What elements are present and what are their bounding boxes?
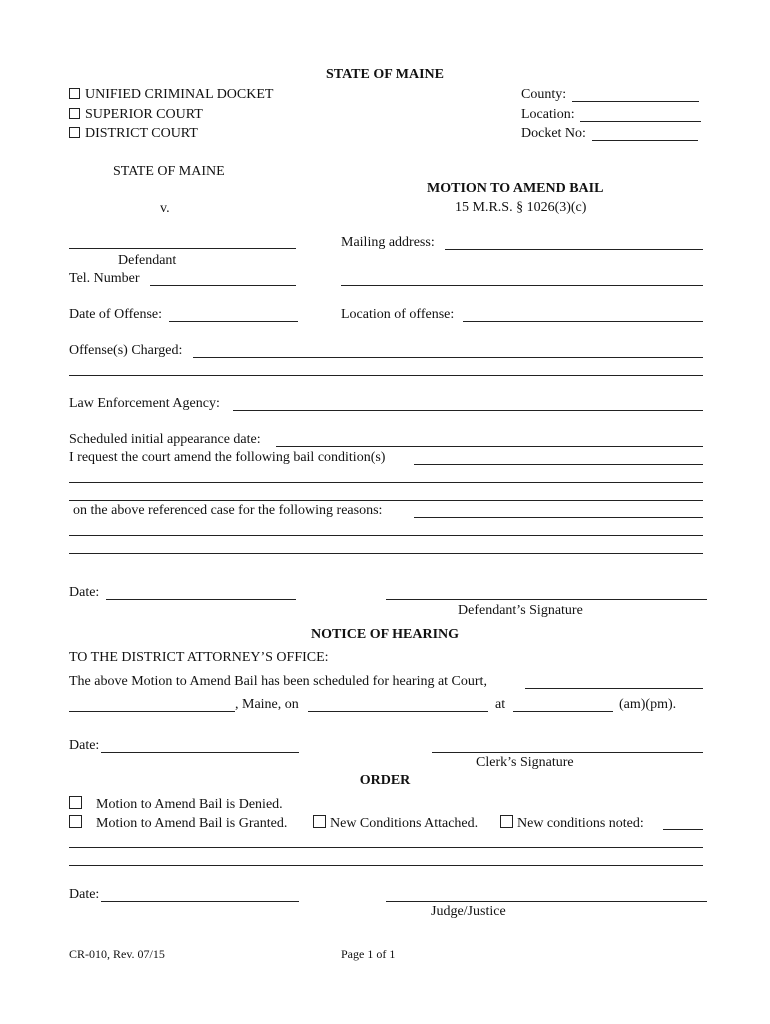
notice-line1: The above Motion to Amend Bail has been scheduled for hearing at Court, <box>69 674 487 689</box>
tel-number-label: Tel. Number <box>69 271 140 286</box>
district-court-option[interactable] <box>69 126 198 142</box>
order-denied-label: Motion to Amend Bail is Denied. <box>96 797 283 812</box>
mailing-address-label: Mailing address: <box>341 235 435 250</box>
checkbox-icon[interactable] <box>500 815 513 828</box>
order-date-label: Date: <box>69 887 100 902</box>
clerk-signature-field[interactable] <box>432 752 703 753</box>
form-header-state: STATE OF MAINE <box>326 67 444 82</box>
judge-signature-field[interactable] <box>386 901 707 902</box>
reasons-field[interactable] <box>414 517 703 518</box>
checkbox-icon[interactable] <box>69 127 80 138</box>
order-granted-label: Motion to Amend Bail is Granted. <box>96 816 288 831</box>
mailing-address-field-2[interactable] <box>341 285 703 286</box>
hearing-time-field[interactable] <box>513 711 613 712</box>
date-field[interactable] <box>106 599 296 600</box>
reasons-text: on the above referenced case for the following reasons: <box>73 503 383 518</box>
conditions-noted-field[interactable] <box>663 829 703 830</box>
ampm-text: (am)(pm). <box>619 697 677 712</box>
court-option-label: SUPERIOR COURT <box>85 107 203 122</box>
conditions-noted-option[interactable] <box>500 815 644 832</box>
offenses-charged-field[interactable] <box>193 357 703 358</box>
tel-number-field[interactable] <box>150 285 296 286</box>
motion-title: MOTION TO AMEND BAIL <box>427 181 604 196</box>
date-of-offense-field[interactable] <box>169 321 298 322</box>
law-enforcement-field[interactable] <box>233 410 703 411</box>
initial-appearance-label: Scheduled initial appearance date: <box>69 432 261 447</box>
conditions-attached-label: New Conditions Attached. <box>330 816 479 831</box>
initial-appearance-field[interactable] <box>276 446 703 447</box>
court-option-label: DISTRICT COURT <box>85 126 198 141</box>
conditions-noted-label: New conditions noted: <box>517 816 644 831</box>
statute-citation: 15 M.R.S. § 1026(3)(c) <box>455 200 587 215</box>
maine-on-text: , Maine, on <box>235 697 299 712</box>
location-of-offense-label: Location of offense: <box>341 307 455 322</box>
bail-condition-field-2[interactable] <box>69 482 703 483</box>
offenses-charged-field-2[interactable] <box>69 375 703 376</box>
checkbox-icon[interactable] <box>69 815 82 828</box>
request-text: I request the court amend the following bail condition(s) <box>69 450 386 465</box>
defendant-signature-field[interactable] <box>386 599 707 600</box>
county-field[interactable] <box>572 101 699 102</box>
order-title: ORDER <box>359 773 411 788</box>
plaintiff-name: STATE OF MAINE <box>113 164 225 179</box>
offenses-charged-label: Offense(s) Charged: <box>69 343 183 358</box>
docket-label: Docket No: <box>521 126 586 141</box>
versus-text: v. <box>160 201 170 216</box>
clerk-signature-label: Clerk’s Signature <box>476 755 574 770</box>
mailing-address-field[interactable] <box>445 249 703 250</box>
date-of-offense-label: Date of Offense: <box>69 307 163 322</box>
conditions-field-2[interactable] <box>69 847 703 848</box>
page-number: Page 1 of 1 <box>341 947 396 961</box>
law-enforcement-label: Law Enforcement Agency: <box>69 396 220 411</box>
docket-field[interactable] <box>592 140 698 141</box>
county-label: County: <box>521 87 567 102</box>
order-granted-option[interactable] <box>69 815 287 832</box>
order-denied-option[interactable] <box>69 796 283 813</box>
bail-condition-field[interactable] <box>414 464 703 465</box>
date-label: Date: <box>69 585 100 600</box>
notice-title: NOTICE OF HEARING <box>310 627 460 642</box>
conditions-attached-option[interactable] <box>313 815 478 832</box>
court-city-field[interactable] <box>69 711 235 712</box>
form-id: CR-010, Rev. 07/15 <box>69 947 165 961</box>
conditions-field-3[interactable] <box>69 865 703 866</box>
hearing-date-field[interactable] <box>308 711 488 712</box>
location-of-offense-field[interactable] <box>463 321 703 322</box>
checkbox-icon[interactable] <box>69 108 80 119</box>
court-option-label: UNIFIED CRIMINAL DOCKET <box>85 87 274 102</box>
judge-signature-label: Judge/Justice <box>431 904 506 919</box>
at-text: at <box>495 697 506 712</box>
order-date-field[interactable] <box>101 901 299 902</box>
reasons-field-3[interactable] <box>69 553 703 554</box>
superior-court-option[interactable] <box>69 107 203 123</box>
checkbox-icon[interactable] <box>69 88 80 99</box>
notice-recipient: TO THE DISTRICT ATTORNEY’S OFFICE: <box>69 650 329 665</box>
reasons-field-2[interactable] <box>69 535 703 536</box>
court-name-field[interactable] <box>525 688 703 689</box>
defendant-label: Defendant <box>118 253 177 268</box>
notice-date-field[interactable] <box>101 752 299 753</box>
defendant-signature-label: Defendant’s Signature <box>458 603 583 618</box>
unified-criminal-docket-option[interactable] <box>69 87 273 103</box>
notice-date-label: Date: <box>69 738 100 753</box>
bail-condition-field-3[interactable] <box>69 500 703 501</box>
checkbox-icon[interactable] <box>69 796 82 809</box>
checkbox-icon[interactable] <box>313 815 326 828</box>
location-field[interactable] <box>580 121 701 122</box>
defendant-name-field[interactable] <box>69 248 296 249</box>
location-label: Location: <box>521 107 575 122</box>
